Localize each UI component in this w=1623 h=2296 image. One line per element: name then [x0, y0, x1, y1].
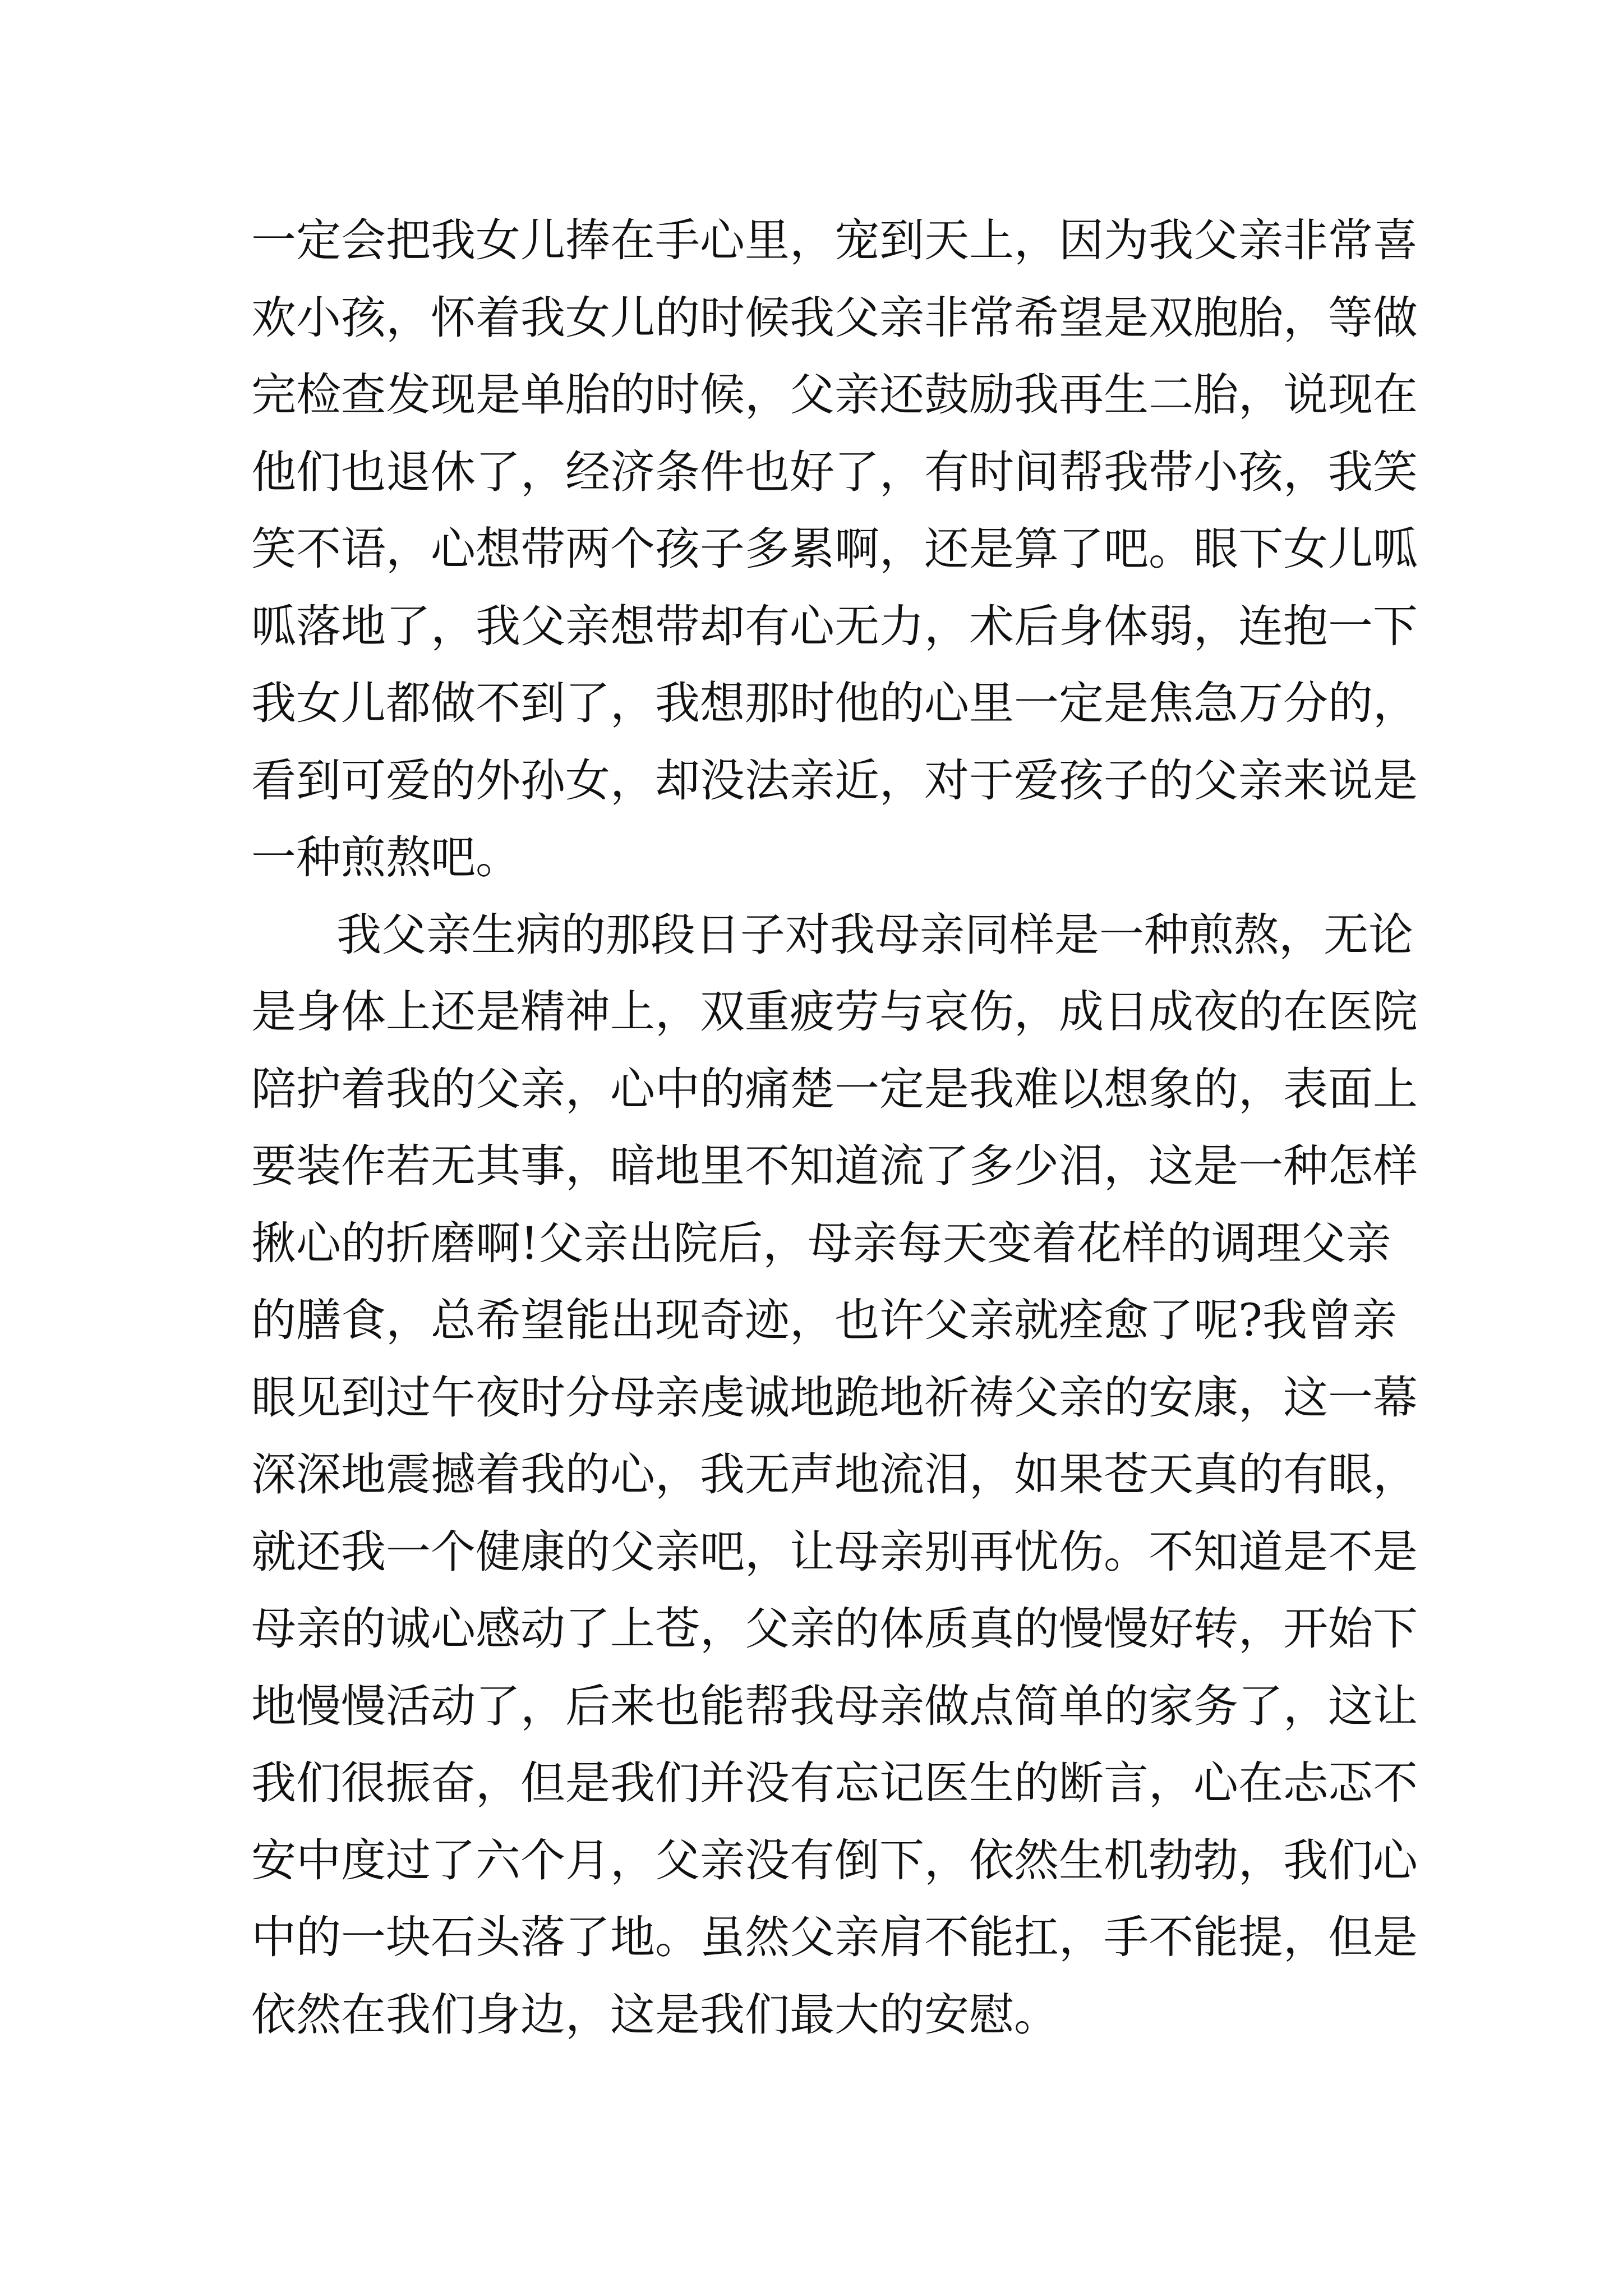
text-line: 我们很振奋，但是我们并没有忘记医生的断言，心在忐忑不	[251, 1757, 1418, 1809]
text-line: 地慢慢活动了，后来也能帮我母亲做点简单的家务了，这让	[251, 1680, 1418, 1732]
text-line: 一定会把我女儿捧在手心里，宠到天上，因为我父亲非常喜	[251, 214, 1418, 266]
text-line: 依然在我们身边，这是我们最大的安慰。	[251, 1988, 1059, 2041]
text-line: 安中度过了六个月，父亲没有倒下，依然生机勃勃，我们心	[251, 1834, 1418, 1887]
text-line: 中的一块石头落了地。虽然父亲肩不能扛，手不能提，但是	[251, 1911, 1418, 1963]
text-line: 欢小孩，怀着我女儿的时候我父亲非常希望是双胞胎，等做	[251, 291, 1418, 344]
text-line-indented: 我父亲生病的那段日子对我母亲同样是一种煎熬，无论	[336, 908, 1413, 961]
text-line: 完检查发现是单胎的时候，父亲还鼓励我再生二胎，说现在	[251, 369, 1418, 421]
text-line: 眼见到过午夜时分母亲虔诚地跪地祈祷父亲的安康，这一幕	[251, 1371, 1418, 1424]
text-line: 就还我一个健康的父亲吧，让母亲别再忧伤。不知道是不是	[251, 1525, 1418, 1578]
text-line: 我女儿都做不到了，我想那时他的心里一定是焦急万分的，	[251, 677, 1418, 729]
text-line: 的膳食，总希望能出现奇迹，也许父亲就痊愈了呢?我曾亲	[251, 1294, 1397, 1346]
paragraph-1	[251, 202, 1418, 896]
body-text	[251, 202, 1418, 2053]
text-line: 母亲的诚心感动了上苍，父亲的体质真的慢慢好转，开始下	[251, 1603, 1418, 1655]
text-line: 深深地震撼着我的心，我无声地流泪，如果苍天真的有眼，	[251, 1448, 1418, 1501]
text-line: 笑不语，心想带两个孩子多累啊，还是算了吧。眼下女儿呱	[251, 523, 1418, 575]
text-line: 他们也退休了，经济条件也好了，有时间帮我带小孩，我笑	[251, 445, 1418, 498]
text-line: 揪心的折磨啊!父亲出院后，母亲每天变着花样的调理父亲	[251, 1217, 1391, 1269]
text-line: 陪护着我的父亲，心中的痛楚一定是我难以想象的，表面上	[251, 1062, 1418, 1115]
text-line: 要装作若无其事，暗地里不知道流了多少泪，这是一种怎样	[251, 1140, 1418, 1192]
text-line: 看到可爱的外孙女，却没法亲近，对于爱孩子的父亲来说是	[251, 754, 1418, 807]
text-line: 是身体上还是精神上，双重疲劳与哀伤，成日成夜的在医院	[251, 986, 1418, 1038]
text-line: 呱落地了，我父亲想带却有心无力，术后身体弱，连抱一下	[251, 600, 1418, 652]
paragraph-2	[251, 896, 1418, 2054]
text-line: 一种煎熬吧。	[251, 831, 520, 884]
